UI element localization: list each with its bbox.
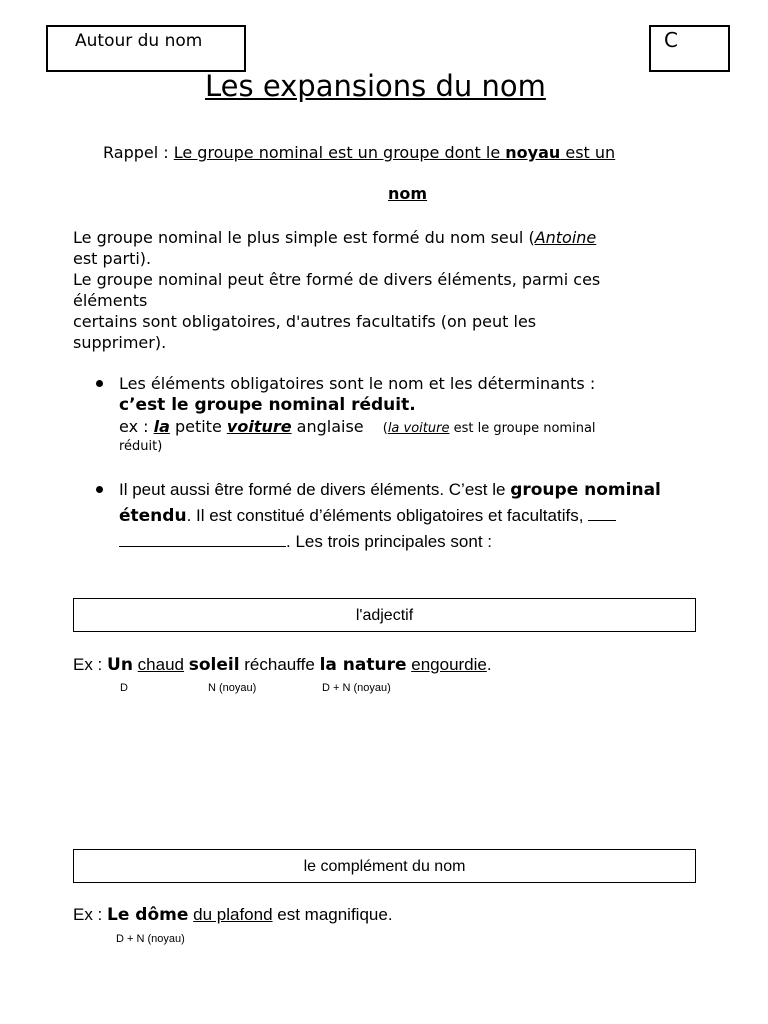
intro-line-4: éléments [73,291,148,310]
bullet1-note-line-2: réduit) [119,439,163,454]
rappel-line [103,143,615,162]
cdn-ex-complement: du plafond [193,905,273,924]
adj-ex-group: la nature [319,655,407,675]
bullet2-line-2: étendu. Il est constitué d’éléments obligatoires et facultatifs, [119,503,661,529]
label-n-noyau: N (noyau) [208,682,257,694]
intro-line-3: Le groupe nominal peut être formé de divers éléments, parmi ces [73,270,601,289]
rappel-text-a: Le groupe nominal est un groupe dont le [173,143,506,162]
bullet2-block [119,477,661,555]
complement-example: Ex : Le dôme du plafond est magnifique. [73,905,393,925]
level-label: C [664,28,678,52]
level-box [649,25,730,72]
intro-line-1: Le groupe nominal le plus simple est formé du nom seul (Antoine [73,228,597,247]
example-determinant: la [153,417,170,436]
intro-example: Antoine [534,228,597,247]
bullet-dot-1 [96,380,103,387]
intro-line-5: certains sont obligatoires, d'autres facultatifs (on peut les [73,312,537,331]
intro-paragraph [73,227,600,353]
complement-box: le complément du nom [73,849,696,883]
category-label: Autour du nom [75,31,203,51]
intro-line-6: supprimer). [73,333,167,352]
fill-blank-1[interactable] [588,506,616,521]
fill-blank-2[interactable] [119,532,286,547]
label-d: D [120,682,128,694]
rappel-text-b: est un [560,143,616,162]
adj-ex-adjective-1: chaud [137,655,184,674]
label-cdn-d-n-noyau: D + N (noyau) [116,933,185,945]
adjectif-example: Ex : Un chaud soleil réchauffe la nature engourdie. [73,655,492,675]
adj-ex-adjective-2: engourdie [411,655,487,674]
bullet-dot-2 [96,486,103,493]
page-title: Les expansions du nom [205,69,546,103]
bullet1-example: ex : la petite voiture anglaise (la voiture est le groupe nominal [119,417,596,436]
rappel-label: Rappel : [103,143,174,162]
adj-ex-noun: soleil [188,655,240,675]
adj-ex-determinant: Un [107,655,133,675]
bullet1-line-1: Les éléments obligatoires sont le nom et les déterminants : [119,374,596,393]
bullet1-line-2: c’est le groupe nominal réduit. [119,395,416,415]
rappel-last-word: nom [388,184,428,203]
bullet2-line-1: Il peut aussi être formé de divers éléments. C’est le groupe nominal [119,480,661,500]
bullet2-line-3: . Les trois principales sont : [119,529,661,555]
example-noun: voiture [226,417,292,436]
label-d-n-noyau: D + N (noyau) [322,682,391,694]
rappel-key-word: noyau [505,143,561,162]
bullet1-note: (la voiture est le groupe nominal [382,421,596,436]
bullet1-block [119,373,596,455]
cdn-ex-noun-group: Le dôme [107,905,189,925]
adjectif-box: l'adjectif [73,598,696,632]
category-box [46,25,246,72]
intro-line-2: est parti). [73,249,152,268]
